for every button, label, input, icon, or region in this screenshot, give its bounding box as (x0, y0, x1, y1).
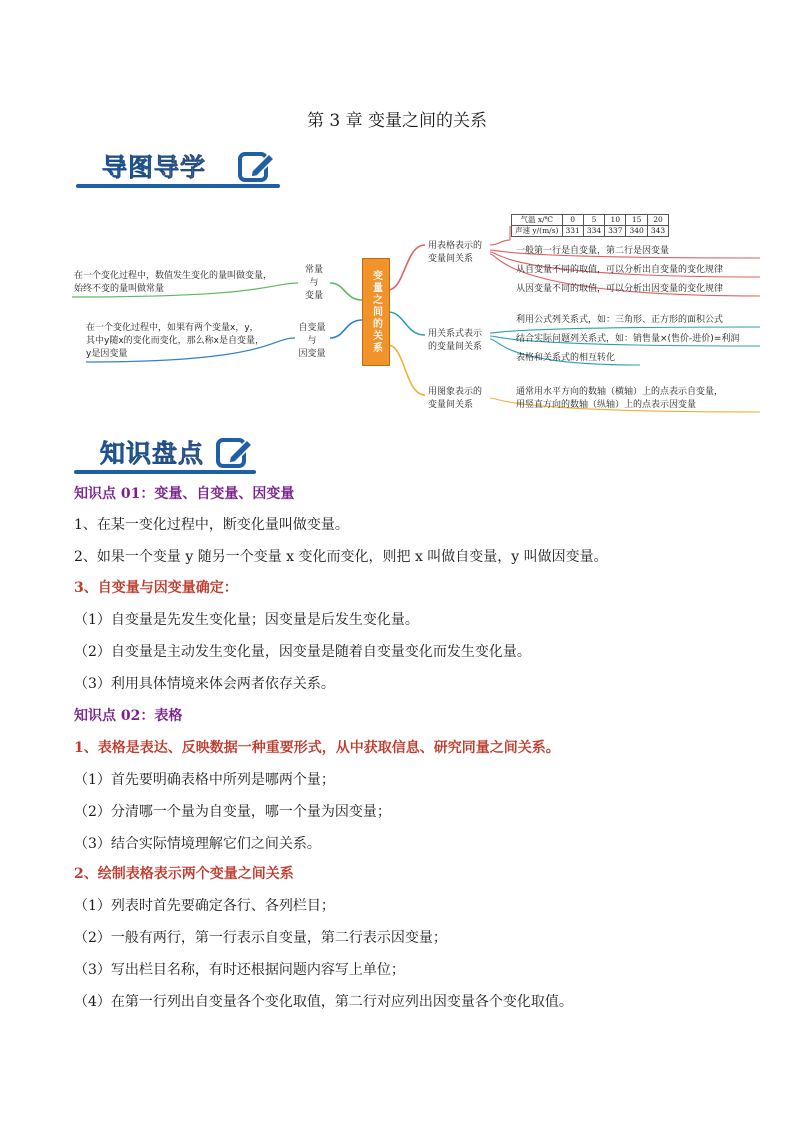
right-item-formula-2: 结合实际问题列关系式，如：销售量×(售价-进价)=利润 (516, 334, 740, 344)
right-label-formula: 用关系式表示 的变量间关系 (428, 329, 483, 352)
banner-mindmap-text: 导图导学 (102, 148, 206, 184)
paragraph: （3）利用具体情境来体会两者依存关系。 (74, 676, 335, 692)
left-text-constant-variable: 在一个变化过程中，数值发生变化的量叫做变量， 始终不变的量叫做常量 (74, 271, 273, 294)
section-heading: 1、表格是表达、反映数据一种重要形式，从中获取信息、研究同量之间关系。 (74, 740, 560, 756)
right-item-table-1: 一般第一行是自变量，第二行是因变量 (516, 246, 670, 256)
paragraph: （1）列表时首先要确定各行、各列栏目； (74, 898, 335, 914)
right-item-table-2: 从自变量不同的取值，可以分析出自变量的变化规律 (516, 265, 724, 275)
paragraph: （1）自变量是先发生变化量；因变量是后发生变化量。 (74, 612, 419, 628)
right-label-graph: 用图象表示的 变量间关系 (428, 387, 483, 410)
table-cell: 5 (583, 215, 604, 226)
paragraph: （4）在第一行列出自变量各个变化取值，第二行对应列出因变量各个变化取值。 (74, 994, 573, 1010)
table-cell: 声速 y/(m/s) (512, 226, 563, 237)
paragraph: （2）分清哪一个量为自变量，哪一个量为因变量； (74, 804, 391, 820)
right-item-formula-3: 表格和关系式的相互转化 (516, 353, 616, 363)
table-row (512, 226, 669, 237)
paragraph: （2）一般有两行，第一行表示自变量，第二行表示因变量； (74, 930, 447, 946)
table-cell: 334 (583, 226, 604, 237)
table-cell: 337 (605, 226, 626, 237)
banner-knowledge-text: 知识盘点 (100, 434, 204, 470)
table-cell: 340 (626, 226, 647, 237)
table-cell: 气温 x/℃ (512, 215, 563, 226)
knowledge-point-02: 知识点 02：表格 (74, 708, 183, 724)
table-cell: 10 (605, 215, 626, 226)
table-cell: 343 (647, 226, 668, 237)
right-label-table: 用表格表示的 变量间关系 (428, 241, 483, 264)
right-item-graph-1: 通常用水平方向的数轴（横轴）上的点表示自变量， 用竖直方向的数轴（纵轴）上的点表示因变量 (516, 387, 724, 410)
paragraph: （2）自变量是主动发生变化量，因变量是随着自变量变化而发生变化量。 (74, 644, 531, 660)
table-cell: 0 (562, 215, 583, 226)
left-text-independent-dependent: 在一个变化过程中，如果有两个变量x，y， 其中y随x的变化而变化，那么称x是自变量， y是因变量 (86, 323, 264, 359)
paragraph: 2、如果一个变量 y 随另一个变量 x 变化而变化，则把 x 叫做自变量，y 叫做因变量。 (74, 549, 608, 565)
left-label-independent-dependent: 自变量 与 因变量 (298, 323, 326, 359)
table-cell: 20 (647, 215, 668, 226)
right-item-table-3: 从因变量不同的取值，可以分析出因变量的变化规律 (516, 284, 724, 294)
paragraph: （1）首先要明确表格中所列是哪两个量； (74, 772, 335, 788)
table-cell: 331 (562, 226, 583, 237)
right-item-formula-1: 利用公式列关系式，如：三角形、正方形的面积公式 (516, 315, 724, 325)
section-heading: 3、自变量与因变量确定： (74, 580, 238, 596)
paragraph: （3）结合实际情境理解它们之间关系。 (74, 836, 321, 852)
section-heading: 2、绘制表格表示两个变量之间关系 (74, 866, 294, 882)
knowledge-point-01: 知识点 01：变量、自变量、因变量 (74, 486, 295, 502)
page-title: 第 3 章 变量之间的关系 (306, 111, 488, 131)
example-table (511, 214, 669, 237)
mindmap-center: 变量之间的关系 (362, 258, 390, 366)
edit-icon (214, 432, 254, 472)
banner-knowledge (74, 432, 256, 476)
table-row (512, 215, 669, 226)
paragraph: 1、在某一变化过程中，断变化量叫做变量。 (74, 517, 349, 533)
table-cell: 15 (626, 215, 647, 226)
paragraph: （3）写出栏目名称，有时还根据问题内容写上单位； (74, 962, 405, 978)
left-label-constant-variable: 常量 与 变量 (304, 265, 323, 301)
